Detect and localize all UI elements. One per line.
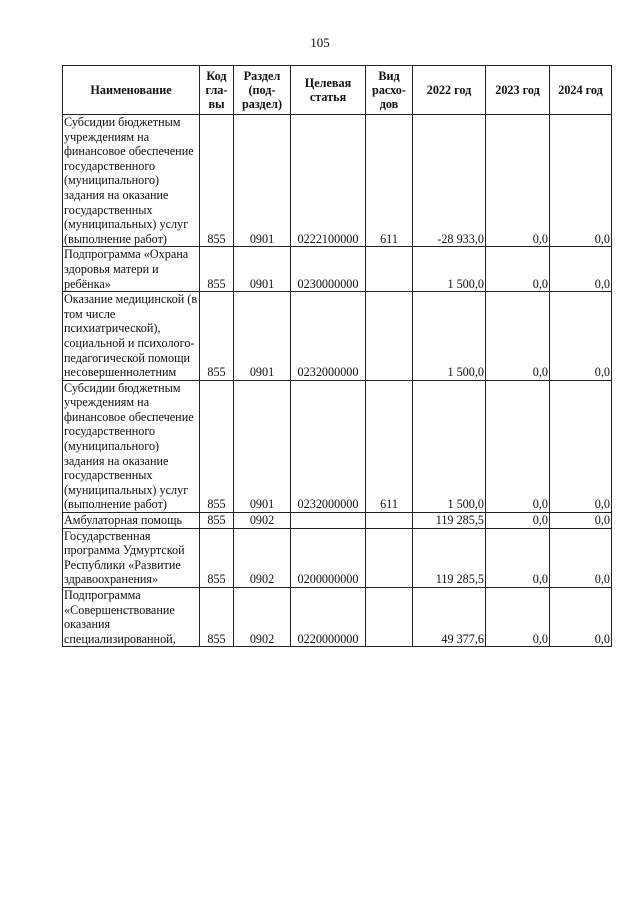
- row-2024: 0,0: [550, 513, 612, 529]
- row-target: 0200000000: [291, 528, 366, 587]
- row-kind: 611: [366, 380, 413, 512]
- header-2024: 2024 год: [550, 66, 612, 115]
- row-2024: 0,0: [550, 115, 612, 247]
- table-row: [63, 380, 612, 512]
- row-target: 0232000000: [291, 292, 366, 381]
- page-number: 105: [310, 35, 330, 50]
- row-kind: [366, 247, 413, 292]
- table-row: [63, 247, 612, 292]
- row-section: 0901: [234, 380, 291, 512]
- row-kind: [366, 292, 413, 381]
- row-target: 0230000000: [291, 247, 366, 292]
- header-kind: Вид расхо-дов: [366, 66, 413, 115]
- row-2024: 0,0: [550, 380, 612, 512]
- row-2024: 0,0: [550, 247, 612, 292]
- row-kind: 611: [366, 115, 413, 247]
- row-2022: 1 500,0: [413, 292, 486, 381]
- row-section: 0902: [234, 588, 291, 647]
- row-name: Субсидии бюджетным учреждениям на финансовое обеспечение государственного (муниципального) задания на оказание государственных (муниципальных) услуг (выполнение работ): [63, 380, 200, 512]
- row-target: 0222100000: [291, 115, 366, 247]
- row-section: 0901: [234, 115, 291, 247]
- row-2023: 0,0: [486, 292, 550, 381]
- header-2022: 2022 год: [413, 66, 486, 115]
- row-code: 855: [200, 380, 234, 512]
- row-2022: 1 500,0: [413, 247, 486, 292]
- row-code: 855: [200, 513, 234, 529]
- row-2022: 49 377,6: [413, 588, 486, 647]
- row-code: 855: [200, 247, 234, 292]
- row-name: Субсидии бюджетным учреждениям на финансовое обеспечение государственного (муниципального) задания на оказание государственных (муниципальных) услуг (выполнение работ): [63, 115, 200, 247]
- row-2022: 119 285,5: [413, 513, 486, 529]
- table-row: [63, 115, 612, 247]
- row-2023: 0,0: [486, 588, 550, 647]
- row-name: Государственная программа Удмуртской Республики «Развитие здравоохранения»: [63, 528, 200, 587]
- row-2023: 0,0: [486, 513, 550, 529]
- row-code: 855: [200, 292, 234, 381]
- row-2023: 0,0: [486, 247, 550, 292]
- header-target: Целевая статья: [291, 66, 366, 115]
- row-2024: 0,0: [550, 292, 612, 381]
- row-2024: 0,0: [550, 588, 612, 647]
- header-name: Наименование: [63, 66, 200, 115]
- row-code: 855: [200, 588, 234, 647]
- row-section: 0902: [234, 513, 291, 529]
- row-2022: 119 285,5: [413, 528, 486, 587]
- header-section: Раздел (под-раздел): [234, 66, 291, 115]
- table-row: [63, 292, 612, 381]
- row-target: 0232000000: [291, 380, 366, 512]
- row-name: Амбулаторная помощь: [63, 513, 200, 529]
- row-2023: 0,0: [486, 528, 550, 587]
- row-kind: [366, 513, 413, 529]
- row-name: Подпрограмма «Охрана здоровья матери и ребёнка»: [63, 247, 200, 292]
- row-2022: -28 933,0: [413, 115, 486, 247]
- row-name: Подпрограмма «Совершенствование оказания специализированной,: [63, 588, 200, 647]
- row-section: 0901: [234, 247, 291, 292]
- row-2023: 0,0: [486, 380, 550, 512]
- budget-table: [62, 65, 612, 647]
- table-row: [63, 588, 612, 647]
- table-header-row: [63, 66, 612, 115]
- table-row: [63, 513, 612, 529]
- row-kind: [366, 588, 413, 647]
- row-section: 0902: [234, 528, 291, 587]
- row-2024: 0,0: [550, 528, 612, 587]
- table-row: [63, 528, 612, 587]
- row-kind: [366, 528, 413, 587]
- header-code: Код гла-вы: [200, 66, 234, 115]
- row-name: Оказание медицинской (в том числе психиатрической), социальной и психолого-педагогической помощи несовершеннолетним: [63, 292, 200, 381]
- header-2023: 2023 год: [486, 66, 550, 115]
- row-2022: 1 500,0: [413, 380, 486, 512]
- row-target: [291, 513, 366, 529]
- row-code: 855: [200, 528, 234, 587]
- row-target: 0220000000: [291, 588, 366, 647]
- row-section: 0901: [234, 292, 291, 381]
- row-2023: 0,0: [486, 115, 550, 247]
- row-code: 855: [200, 115, 234, 247]
